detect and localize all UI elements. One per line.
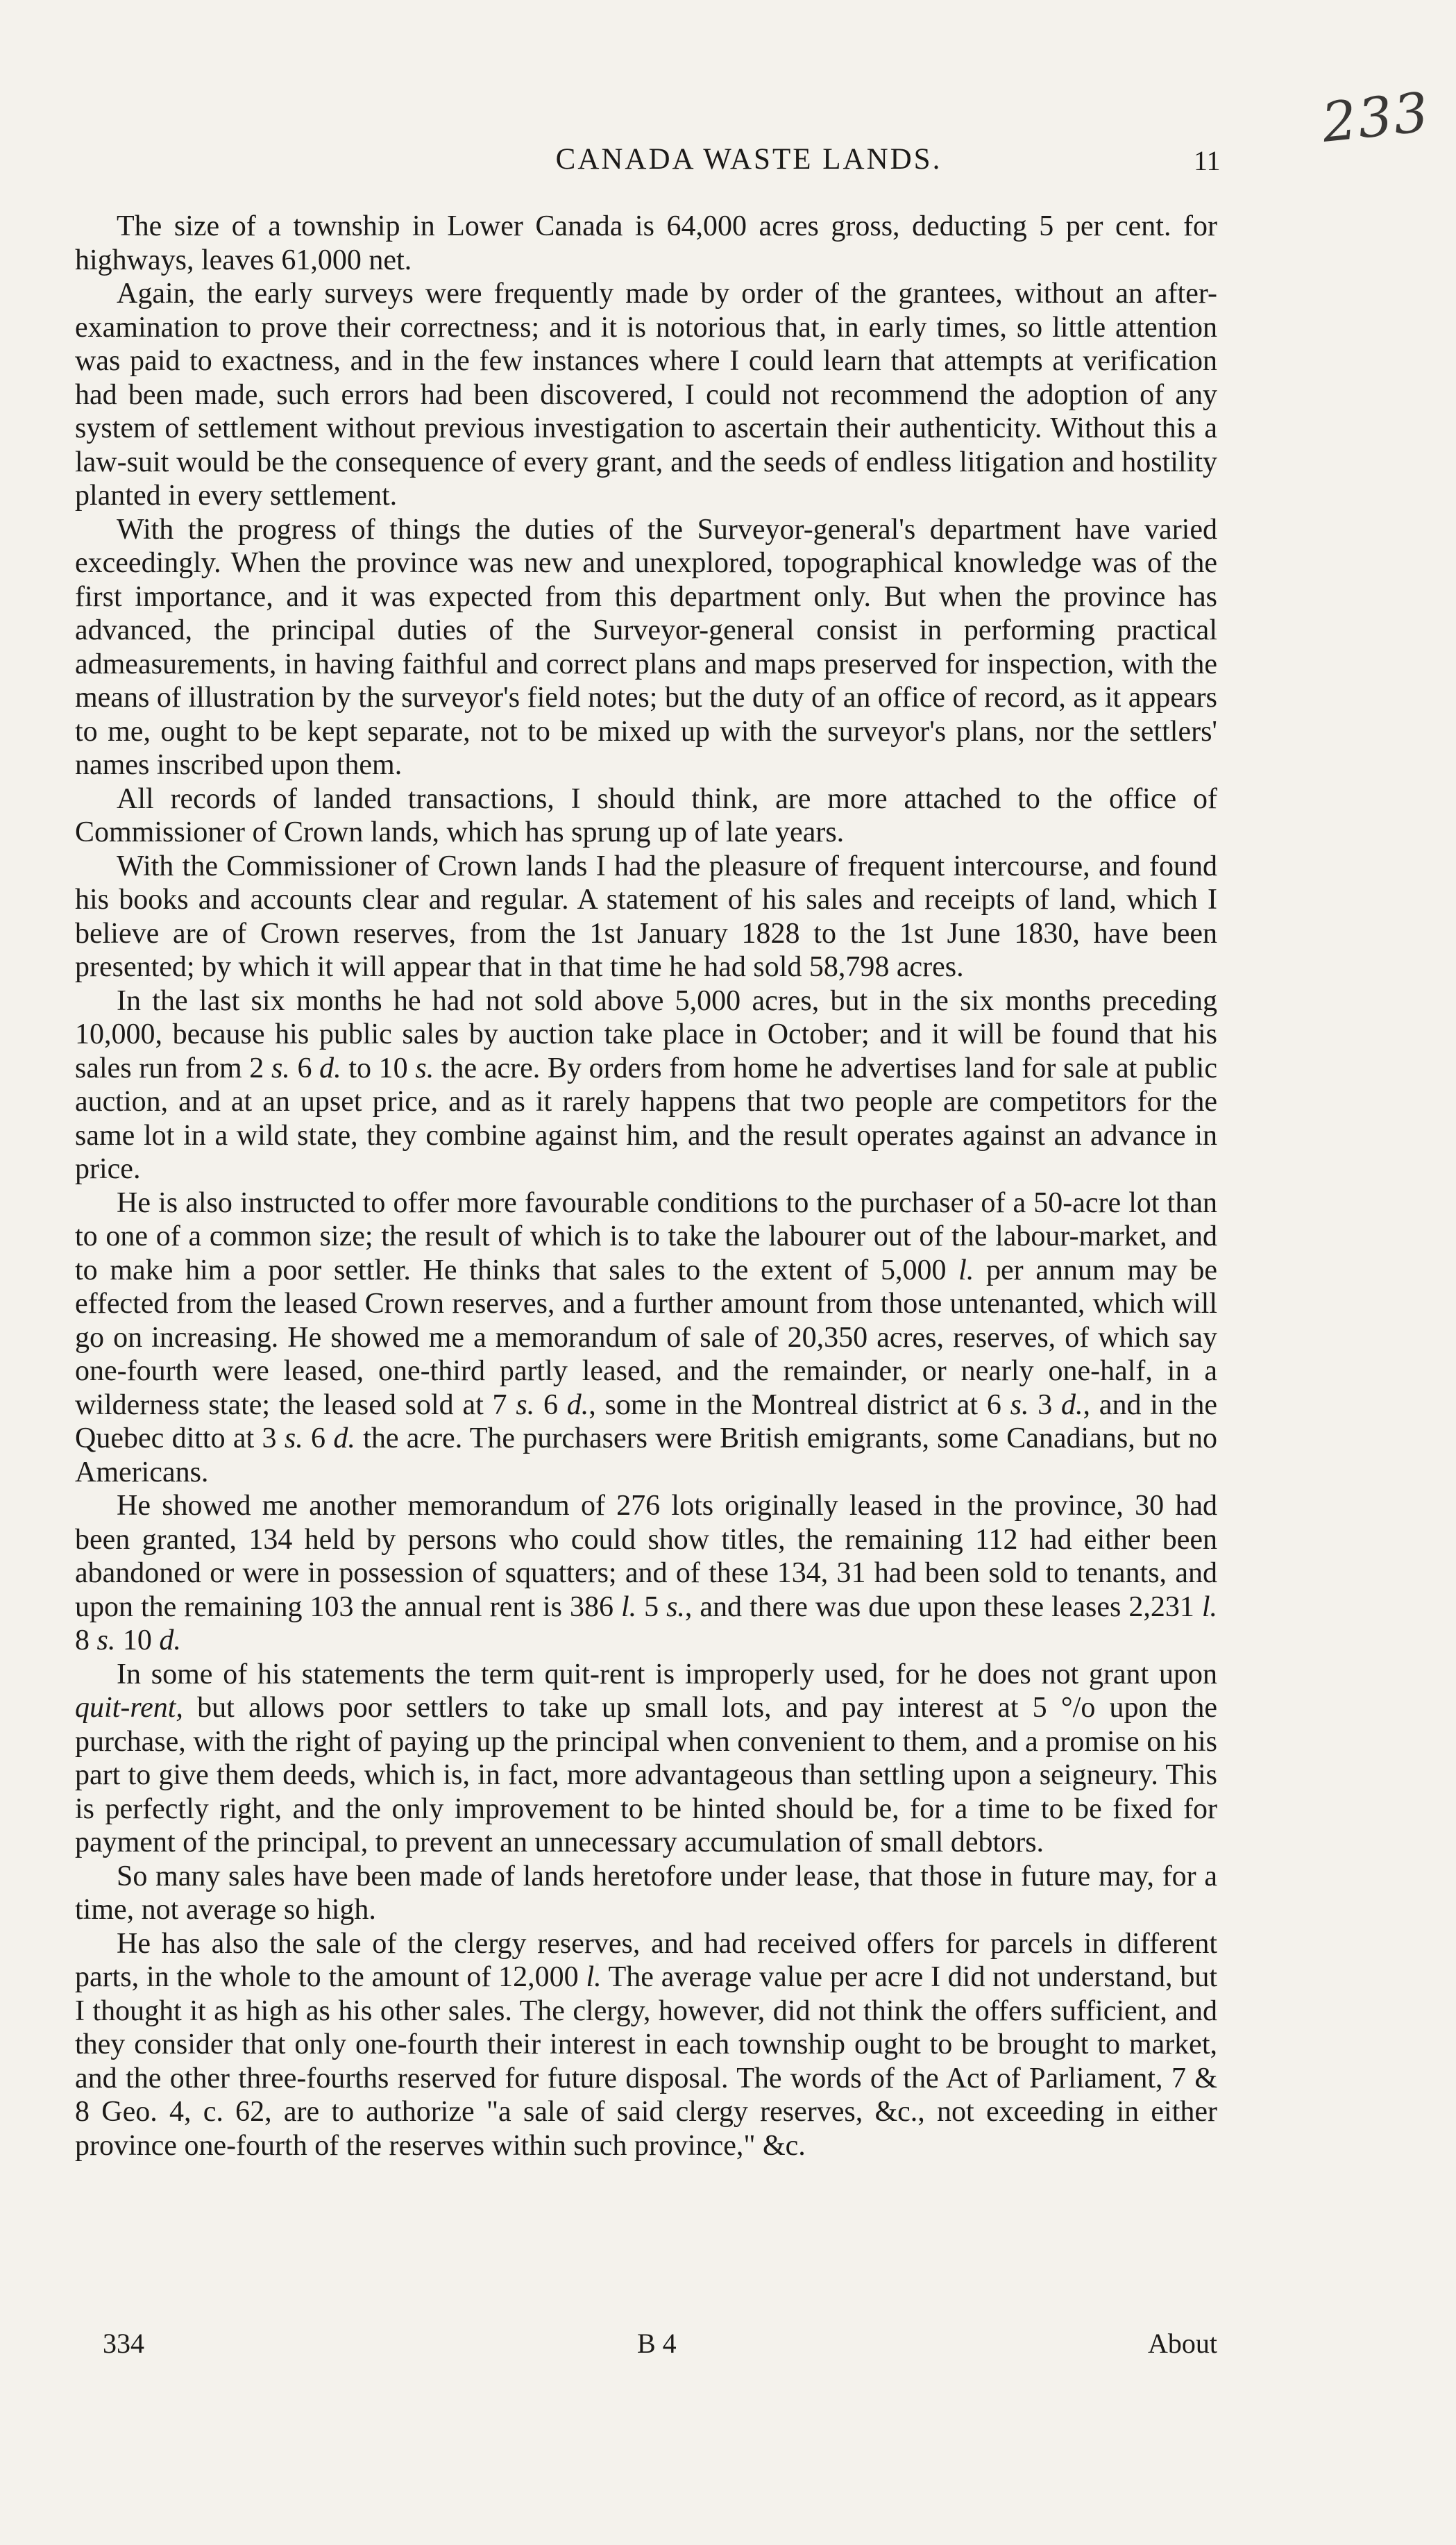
catchword: About (1148, 2328, 1217, 2359)
text-run: the acre. By orders from home he advertises land for sale at public auction, and at an upset price, and as it rarely happens that two people are competitors for the same lot in a wild state, they combine against him, and the result operates against an advance in price. (75, 1052, 1217, 1185)
text-run: 5 (636, 1590, 667, 1623)
italic-text: d. (319, 1052, 341, 1084)
paragraph (75, 1860, 1217, 1927)
signature-mark: B 4 (637, 2328, 677, 2359)
text-run: He is also instructed to offer more favourable conditions to the purchaser of a 50-acre lot than to one of a common size; the result of which is to take the labourer out of the labour-market, and to make him a poor settler. He thinks that sales to the extent of 5,000 (75, 1186, 1217, 1286)
text-run: 3 (1028, 1388, 1062, 1421)
italic-text: s. (516, 1388, 535, 1421)
paragraph (75, 210, 1217, 277)
text-run: The average value per acre I did not understand, but I thought it as high as his other sales. The clergy, however, did not think the offers sufficient, and they consider that only one-fourth their interest in each township ought to be brought to market, and the other three-fourths reserved for future disposal. The words of the Act of Parliament, 7 & 8 Geo. 4, c. 62, are to authorize "a sale of said clergy reserves, &c., not exceeding in either province one-fourth of the reserves within such province," &c. (75, 1961, 1217, 2162)
page-number: 11 (1194, 145, 1221, 176)
text-run: The size of a township in Lower Canada is 64,000 acres gross, deducting 5 per cent. for highways, leaves 61,000 net. (75, 210, 1217, 276)
text-run: Again, the early surveys were frequently made by order of the grantees, without an after-examination to prove their correctness; and it is notorious that, in early times, so little attention was paid to exactness, and in the few instances where I could learn that attempts at verification had been made, such errors had been discovered, I could not recommend the adoption of any system of settlement without previous investigation to ascertain their authenticity. Without this a law-suit would be the consequence of every grant, and the seeds of endless litigation and hostility planted in every settlement. (75, 278, 1217, 512)
page-footer (75, 2327, 1217, 2369)
paragraph (75, 1658, 1217, 1860)
paragraph (75, 1927, 1217, 2163)
text-run: In some of his statements the term quit-rent is improperly used, for he does not grant upon (117, 1658, 1217, 1690)
italic-text: l. (586, 1961, 602, 1993)
text-run: , and there was due upon these leases 2,231 (684, 1590, 1202, 1623)
italic-text: quit-rent, (75, 1692, 183, 1724)
paragraph (75, 277, 1217, 513)
text-run: He showed me another memorandum of 276 lots originally leased in the province, 30 had been granted, 134 held by persons who could show titles, the remaining 112 had either been abandoned or were in possession of squatters; and of these 134, 31 had been sold to tenants, and upon the remaining 103 the annual rent is 386 (75, 1490, 1217, 1623)
text-run: 6 (289, 1052, 320, 1084)
italic-text: s. (271, 1052, 290, 1084)
italic-text: l. (620, 1590, 637, 1623)
text-run: He has also the sale of the clergy reserves, and had received offers for parcels in different parts, in the whole to the amount of 12,000 (75, 1927, 1217, 1993)
italic-text: d. (159, 1624, 181, 1656)
text-run: the acre. The purchasers were British emigrants, some Canadians, but no Americans. (75, 1422, 1218, 1488)
text-run: With the progress of things the duties of the Surveyor-general's department have varied exceedingly. When the province was new and unexplored, topographical knowledge was of the first importance, and it was expected from this department only. But when the province has advanced, the principal duties of the Surveyor-general consist in performing practical admeasurements, in having faithful and correct plans and maps preserved for inspection, with the means of illustration by the surveyor's field notes; but the duty of an office of record, as it appears to me, ought to be kept separate, not to be mixed up with the surveyor's plans, nor the settlers' names inscribed upon them. (75, 513, 1217, 781)
paragraph (75, 984, 1217, 1186)
page-header (0, 139, 1456, 194)
text-run: 10 (115, 1624, 160, 1656)
text-run: All records of landed transactions, I should think, are more attached to the office of Commissioner of Crown lands, which has sprung up of late years. (75, 782, 1217, 848)
body-text (75, 210, 1217, 2162)
text-run: So many sales have been made of lands heretofore under lease, that those in future may, for a time, not average so high. (75, 1860, 1217, 1926)
italic-text: l. (958, 1254, 974, 1286)
text-run: but allows poor settlers to take up small lots, and pay interest at 5 °/o upon the purchase, with the right of paying up the principal when convenient to them, and a promise on his part to give them deeds, which is, in fact, more advantageous than settling upon a seigneury. This is perfectly right, and the only improvement to be hinted should be, for a time to be fixed for payment of the principal, to prevent an unnecessary accumulation of small debtors. (75, 1692, 1217, 1858)
handwritten-page-number: 233 (1319, 81, 1433, 155)
running-title: CANADA WASTE LANDS. (555, 143, 942, 176)
italic-text: s. (284, 1422, 303, 1454)
footer-number: 334 (103, 2328, 144, 2359)
italic-text: d. (1061, 1388, 1083, 1421)
italic-text: s. (1010, 1388, 1029, 1421)
text-run: , and in the Quebec ditto at 3 (75, 1388, 1218, 1454)
paragraph (75, 513, 1217, 782)
text-run: , some in the Montreal district at 6 (589, 1388, 1010, 1421)
text-run: per annum may be effected from the leased Crown reserves, and a further amount from those untenanted, which will go on increasing. He showed me a memorandum of sale of 20,350 acres, reserves, of which say one-fourth were leased, one-third partly leased, and the remainder, or nearly one-half, in a wilderness state; the leased sold at 7 (75, 1254, 1217, 1421)
text-run: In the last six months he had not sold above 5,000 acres, but in the six months preceding 10,000, because his public sales by auction take place in October; and it will be found that his sales run from 2 (75, 984, 1217, 1084)
italic-text: l. (1201, 1590, 1217, 1623)
italic-text: s. (415, 1052, 434, 1084)
italic-text: d. (333, 1422, 355, 1454)
italic-text: d. (566, 1388, 589, 1421)
paragraph (75, 782, 1217, 850)
paragraph (75, 850, 1217, 984)
italic-text: s. (666, 1590, 685, 1623)
paragraph (75, 1186, 1217, 1490)
text-run: 6 (303, 1422, 334, 1454)
text-run: 8 (75, 1624, 97, 1656)
text-run: 6 (534, 1388, 567, 1421)
text-run: With the Commissioner of Crown lands I had the pleasure of frequent intercourse, and found his books and accounts clear and regular. A statement of his sales and receipts of land, which I believe are of Crown reserves, from the 1st January 1828 to the 1st June 1830, have been presented; by which it will appear that in that time he had sold 58,798 acres. (75, 850, 1217, 983)
italic-text: s. (96, 1624, 116, 1656)
paragraph (75, 1489, 1217, 1658)
text-run: to 10 (341, 1052, 416, 1084)
